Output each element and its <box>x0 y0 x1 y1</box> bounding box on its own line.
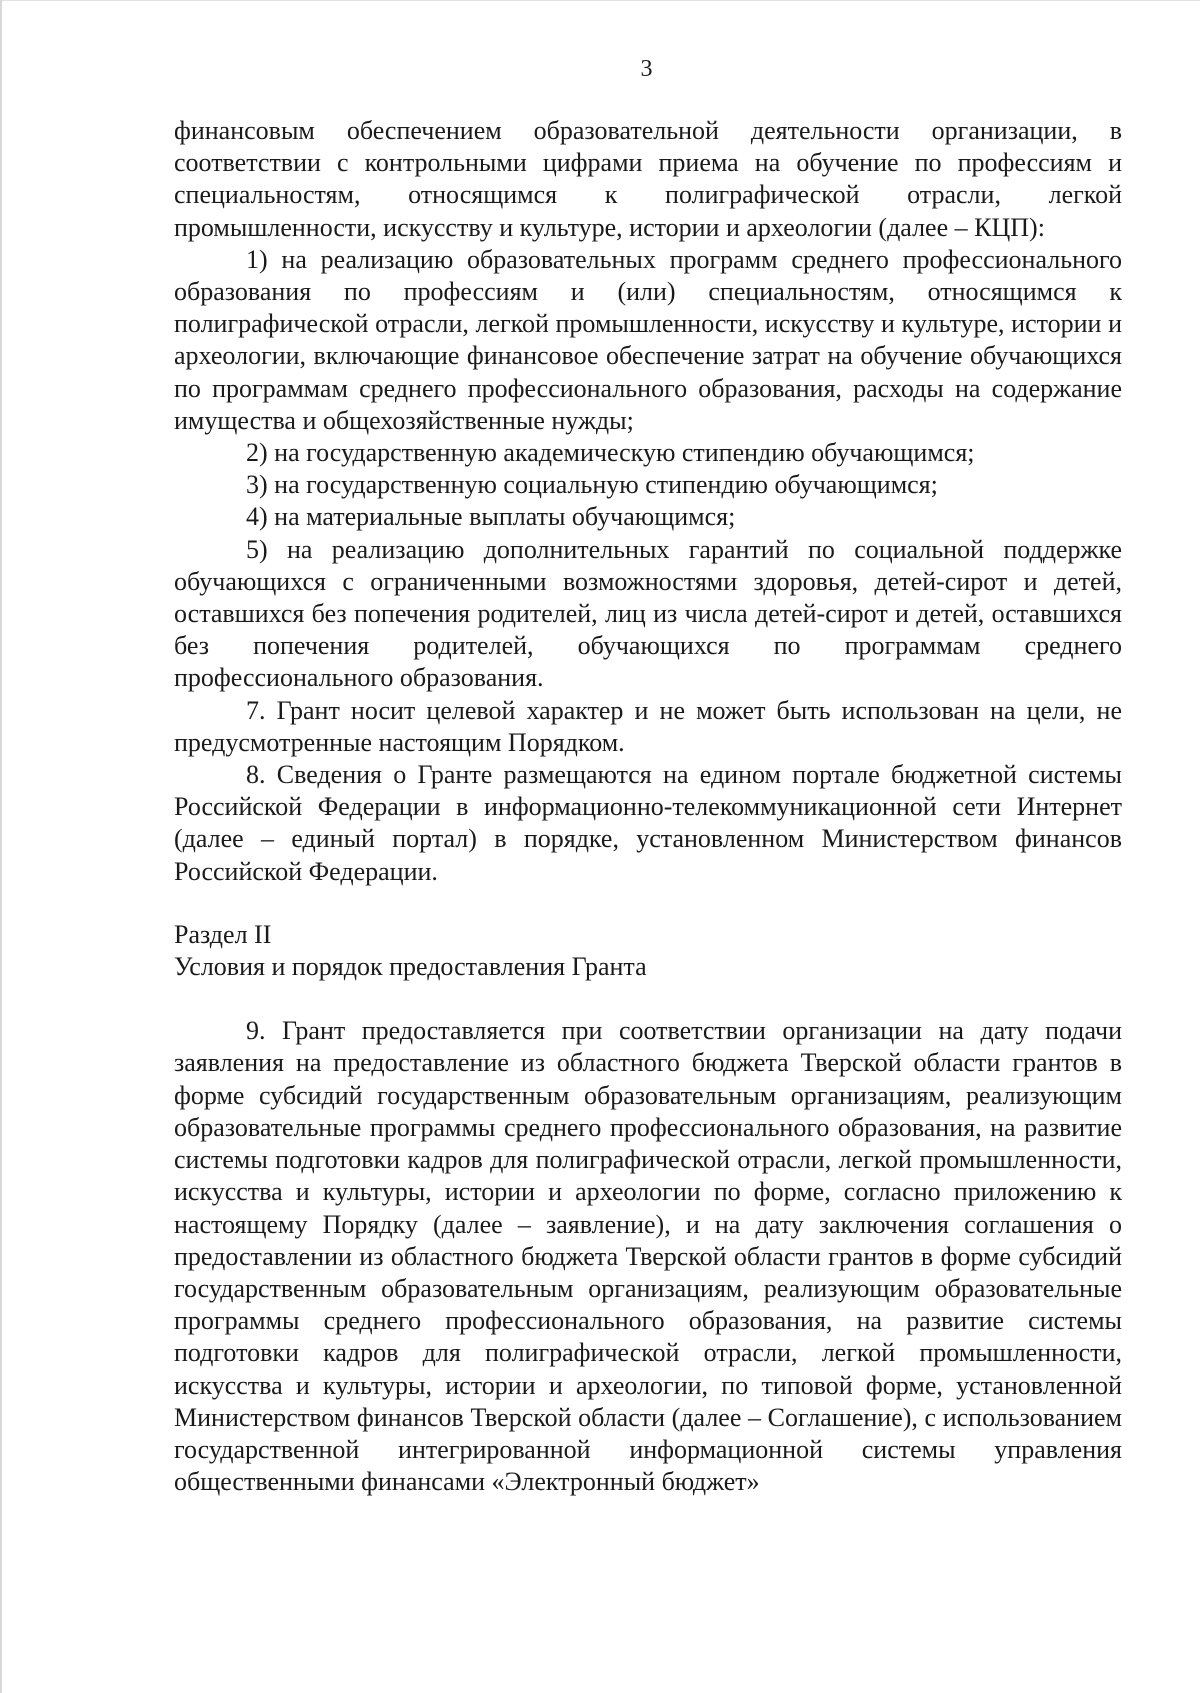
paragraph-8: 8. Сведения о Гранте размещаются на едином портале бюджетной системы Российской Федерации в информационно-телекоммуникационной сети Интернет (далее – единый портал) в порядке, установленном Министерством финансов Российской Федерации. <box>174 760 1122 886</box>
paragraph-7: 7. Грант носит целевой характер и не может быть использован на цели, не предусмотренные настоящим Порядком. <box>174 695 1122 757</box>
list-item-2: 2) на государственную академическую стипендию обучающимся; <box>246 438 975 468</box>
list-item-3: 3) на государственную социальную стипендию обучающимся; <box>246 470 938 500</box>
document-body <box>174 115 1122 1498</box>
page-number: 3 <box>640 56 653 82</box>
list-item-1: 1) на реализацию образовательных программ среднего профессионального образования по профессиям и (или) специальностям, относящимся к полиграфической отрасли, легкой промышленности, искусству и культуре, истории и археологии, включающие финансовое обеспечение затрат на обучение обучающихся по программам среднего профессионального образования, расходы на содержание имущества и общехозяйственные нужды; <box>174 244 1122 435</box>
paragraph-intro: финансовым обеспечением образовательной деятельности организации, в соответствии с контрольными цифрами приема на обучение по профессиям и специальностям, относящимся к полиграфической отрасли, легкой промышленности, искусству и культуре, истории и археологии (далее – КЦП): <box>174 116 1122 242</box>
scan-edge-top <box>0 0 1200 1</box>
paragraph-9: 9. Грант предоставляется при соответствии организации на дату подачи заявления на предоставление из областного бюджета Тверской области грантов в форме субсидий государственным образовательным организациям, реализующим образовательные программы среднего профессионального образования, на развитие системы подготовки кадров для полиграфической отрасли, легкой промышленности, искусства и культуры, истории и археологии по форме, согласно приложению к настоящему Порядку (далее – заявление), и на дату заключения соглашения о предоставлении из областного бюджета Тверской области грантов в форме субсидий государственным образовательным организациям, реализующим образовательные программы среднего профессионального образования, на развитие системы подготовки кадров для полиграфической отрасли, легкой промышленности, искусства и культуры, истории и археологии, по типовой форме, установленной Министерством финансов Тверской области (далее – Соглашение), с использованием государственной интегрированной информационной системы управления общественными финансами «Электронный бюджет» <box>174 1016 1122 1497</box>
section-number: Раздел II <box>174 919 272 949</box>
scan-edge-left <box>0 0 2 1693</box>
list-item-5: 5) на реализацию дополнительных гарантий по социальной поддержке обучающихся с ограниченными возможностями здоровья, детей-сирот и детей, оставшихся без попечения родителей, лиц из числа детей-сирот и детей, оставшихся без попечения родителей, обучающихся по программам среднего профессионального образования. <box>174 534 1122 693</box>
section-title: Условия и порядок предоставления Гранта <box>174 952 647 982</box>
list-item-4: 4) на материальные выплаты обучающимся; <box>246 502 736 532</box>
